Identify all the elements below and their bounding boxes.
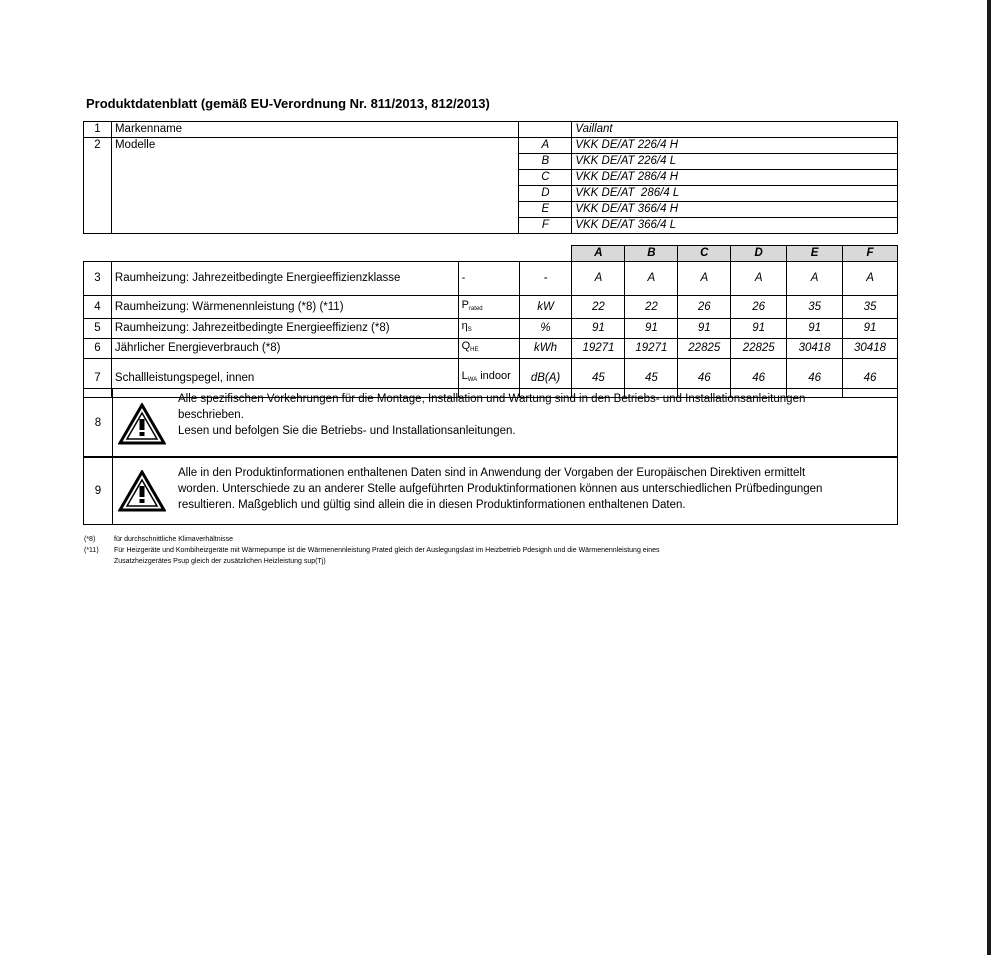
row-number: 7 — [84, 359, 112, 398]
row-unit: dB(A) — [519, 359, 572, 398]
model-name: VKK DE/AT 226/4 H — [572, 138, 898, 154]
row-number: 6 — [84, 339, 112, 359]
value-cell: 91 — [787, 319, 843, 339]
model-row — [84, 138, 898, 154]
column-header: A — [572, 246, 625, 262]
value-cell: 91 — [843, 319, 898, 339]
models-label: Modelle — [111, 138, 518, 234]
value-cell: 22 — [572, 296, 625, 319]
value-cell: A — [625, 262, 678, 296]
notice-text: Alle spezifischen Vorkehrungen für die Montage, Installation und Wartung sind in den Betriebs- und Installationsanleitungen beschrieben. Lesen und befolgen Sie die Betriebs- und Installationsanleitungen. — [178, 393, 806, 437]
data-row-efficiency — [84, 319, 898, 339]
model-letter: E — [519, 202, 572, 218]
column-header: C — [678, 246, 731, 262]
brand-value: Vaillant — [572, 122, 898, 138]
value-cell: 22 — [625, 296, 678, 319]
row-symbol: $\eta_S$ — [458, 319, 519, 339]
value-cell: 46 — [731, 359, 787, 398]
brand-models-table — [83, 121, 898, 234]
row-label: Raumheizung: Jahrezeitbedingte Energieeffizienzklasse — [111, 262, 458, 296]
row-number: 8 — [84, 389, 113, 457]
row-unit: kW — [519, 296, 572, 319]
row-symbol: - — [458, 262, 519, 296]
value-cell: 30418 — [787, 339, 843, 359]
value-cell: 30418 — [843, 339, 898, 359]
warning-icon — [118, 403, 166, 445]
row-unit: - — [519, 262, 572, 296]
brand-row — [84, 122, 898, 138]
model-name: VKK DE/AT 366/4 H — [572, 202, 898, 218]
data-row-energy-class — [84, 262, 898, 296]
value-cell: 26 — [678, 296, 731, 319]
column-header-row — [84, 246, 898, 262]
row-number: 9 — [84, 457, 113, 524]
empty-cell — [111, 246, 458, 262]
footnote: (*8) für durchschnittliche Klimaverhältnisse — [84, 536, 234, 543]
footnote: Zusatzheizgerätes Psup gleich der zusätzlichen Heizleistung sup(Tj) — [114, 558, 326, 565]
row-number: 2 — [84, 138, 112, 234]
value-cell: A — [787, 262, 843, 296]
row-symbol: $P_{rated}$ — [458, 296, 519, 319]
notice-text: Alle in den Produktinformationen enthaltenen Daten sind in Anwendung der Vorgaben der Europäischen Direktiven ermittelt worden. Unterschiede zu an anderer Stelle aufgeführten Produktinformationen können aus unterschiedlichen Prüfbedingungen resultieren. Maßgeblich und gültig sind allein die in diesen Produktinformationen enthaltenen Daten. — [178, 467, 823, 511]
empty-cell — [519, 122, 572, 138]
row-number: 3 — [84, 262, 112, 296]
row-number: 5 — [84, 319, 112, 339]
data-row-rated-output — [84, 296, 898, 319]
model-name: VKK DE/AT 226/4 L — [572, 154, 898, 170]
footnote: (*11) Für Heizgeräte und Kombiheizgeräte mit Wärmepumpe ist die Wärmenennleistung Prated gleich der Auslegungslast im Heizbetrieb Pdesignh und die Wärmenennleistung eines — [84, 547, 660, 554]
row-label: Jährlicher Energieverbrauch (*8) — [111, 339, 458, 359]
value-cell: 45 — [625, 359, 678, 398]
value-cell: 46 — [787, 359, 843, 398]
value-cell: 26 — [731, 296, 787, 319]
value-cell: 19271 — [625, 339, 678, 359]
value-cell: A — [843, 262, 898, 296]
model-letter: A — [519, 138, 572, 154]
value-cell: 35 — [843, 296, 898, 319]
column-header: E — [787, 246, 843, 262]
row-symbol: $Q_{HE}$ — [458, 339, 519, 359]
row-label: Raumheizung: Jahrezeitbedingte Energieeffizienz (*8) — [111, 319, 458, 339]
data-row-annual-consumption — [84, 339, 898, 359]
model-letter: B — [519, 154, 572, 170]
model-name: VKK DE/AT 366/4 L — [572, 218, 898, 234]
value-cell: 19271 — [572, 339, 625, 359]
model-letter: C — [519, 170, 572, 186]
value-cell: 46 — [843, 359, 898, 398]
row-label: Schallleistungspegel, innen — [111, 359, 458, 398]
value-cell: 45 — [572, 359, 625, 398]
empty-cell — [458, 246, 519, 262]
column-header: B — [625, 246, 678, 262]
value-cell: 46 — [678, 359, 731, 398]
value-cell: A — [572, 262, 625, 296]
value-cell: 22825 — [678, 339, 731, 359]
value-cell: 22825 — [731, 339, 787, 359]
row-label: Raumheizung: Wärmenennleistung (*8) (*11) — [111, 296, 458, 319]
page-edge-bar — [987, 0, 991, 955]
column-header: F — [843, 246, 898, 262]
notice-installation — [83, 388, 898, 458]
value-cell: 91 — [678, 319, 731, 339]
model-letter: F — [519, 218, 572, 234]
warning-icon — [118, 470, 166, 512]
notice-data-validity — [83, 456, 898, 525]
value-cell: A — [678, 262, 731, 296]
row-symbol: $L_{WA}$ indoor — [458, 359, 519, 398]
model-name: VKK DE/AT 286/4 L — [572, 186, 898, 202]
row-number: 1 — [84, 122, 112, 138]
row-number: 4 — [84, 296, 112, 319]
empty-cell — [84, 246, 112, 262]
row-unit: % — [519, 319, 572, 339]
footnotes — [84, 534, 660, 567]
page-title: Produktdatenblatt (gemäß EU-Verordnung Nr. 811/2013, 812/2013) — [86, 96, 490, 111]
value-cell: 91 — [572, 319, 625, 339]
column-header: D — [731, 246, 787, 262]
value-cell: 35 — [787, 296, 843, 319]
value-cell: 91 — [625, 319, 678, 339]
empty-cell — [519, 246, 572, 262]
value-cell: A — [731, 262, 787, 296]
value-cell: 91 — [731, 319, 787, 339]
technical-data-table — [83, 245, 898, 398]
model-name: VKK DE/AT 286/4 H — [572, 170, 898, 186]
row-unit: kWh — [519, 339, 572, 359]
brand-label: Markenname — [111, 122, 518, 138]
model-letter: D — [519, 186, 572, 202]
